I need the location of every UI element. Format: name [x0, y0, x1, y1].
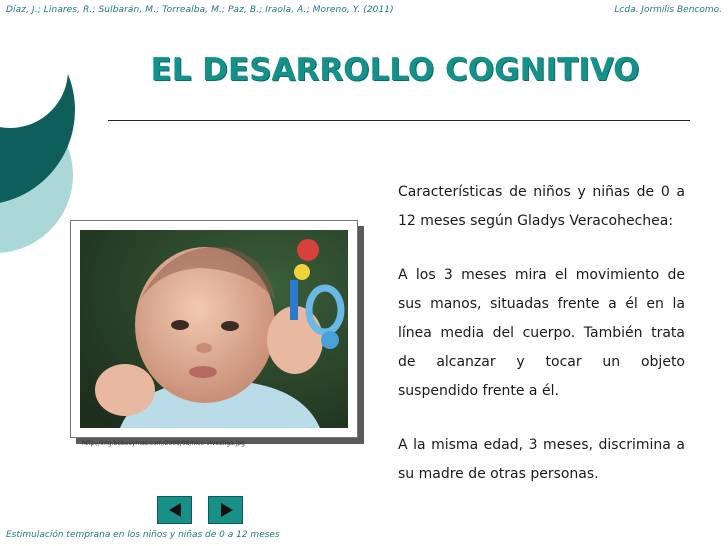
title-divider: [108, 120, 690, 121]
baby-photo: [80, 230, 348, 428]
next-slide-button[interactable]: [208, 496, 243, 524]
right-triangle-icon: [221, 503, 233, 517]
teacher-header: Lcda. Jormilis Bencomo.: [614, 5, 722, 15]
image-caption: http://img.bebesymas.com/2009/08/nico-investiga.jpg: [82, 440, 245, 447]
paragraph-intro: Características de niños y niñas de 0 a 12 meses según Gladys Veracohechea:: [398, 184, 685, 229]
slide-body: [398, 178, 685, 514]
previous-slide-button[interactable]: [157, 496, 192, 524]
left-triangle-icon: [169, 503, 181, 517]
paragraph-mother: A la misma edad, 3 meses, discrimina a su madre de otras personas.: [398, 437, 685, 482]
slide-footer: Estimulación temprana en los niños y niñas de 0 a 12 meses: [6, 530, 280, 540]
slide-title: EL DESARROLLO COGNITIVO: [150, 52, 640, 88]
authors-header: Díaz, J.; Linares, R.; Sulbarán, M.; Torrealba, M.; Paz, B.; Iraola, A.; Moreno, Y. (2011): [6, 5, 394, 15]
paragraph-hands: A los 3 meses mira el movimiento de sus manos, situadas frente a él en la línea media del cuerpo. También trata de alcanzar y tocar un objeto suspendido frente a él.: [398, 267, 685, 399]
